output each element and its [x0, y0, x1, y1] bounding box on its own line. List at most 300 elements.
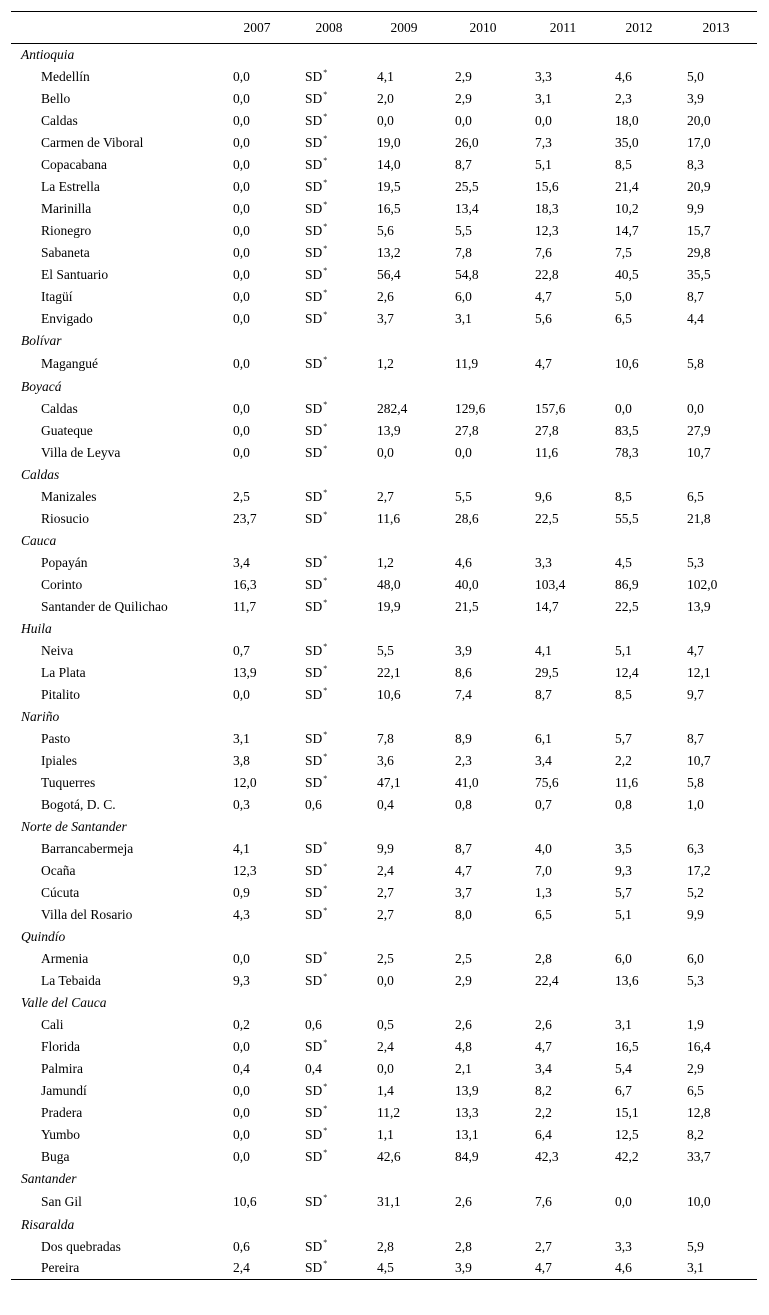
cell-2011 [523, 242, 603, 264]
cell-value: 3,4 [535, 1060, 552, 1076]
cell-2008 [293, 882, 365, 904]
cell-value: 3,1 [615, 1016, 632, 1032]
cell-2013 [675, 904, 757, 926]
department-name: Antioquia [21, 46, 75, 62]
group-row [11, 376, 757, 398]
cell-2012 [603, 1190, 675, 1214]
cell-value: 0,7 [233, 642, 250, 658]
cell-value: 22,5 [535, 510, 559, 526]
cell-2007 [221, 198, 293, 220]
table-row [11, 1236, 757, 1258]
cell-2009 [365, 1146, 443, 1168]
cell-2009 [365, 1236, 443, 1258]
data-table [11, 11, 757, 1280]
cell-2012 [603, 1014, 675, 1036]
cell-2012 [603, 640, 675, 662]
cell-2009 [365, 882, 443, 904]
cell-value: 8,7 [687, 730, 704, 746]
cell-2007 [221, 728, 293, 750]
cell-value: 2,6 [377, 288, 394, 304]
cell-2011 [523, 1124, 603, 1146]
cell-2007 [221, 596, 293, 618]
header-year-2010: 2010 [469, 19, 497, 35]
cell-value: 2,9 [455, 68, 472, 84]
cell-2009 [365, 264, 443, 286]
cell-2008 [293, 794, 365, 816]
cell-2011 [523, 1058, 603, 1080]
cell-2007 [221, 948, 293, 970]
table-row [11, 970, 757, 992]
municipality-name: Caldas [41, 112, 78, 128]
cell-2011 [523, 684, 603, 706]
table-row [11, 662, 757, 684]
cell-2008 [293, 574, 365, 596]
cell-2007 [221, 904, 293, 926]
group-row [11, 330, 757, 352]
cell-value: 16,3 [233, 576, 257, 592]
cell-2009 [365, 1014, 443, 1036]
cell-value: SD [305, 1104, 323, 1120]
cell-value: 9,3 [615, 862, 632, 878]
cell-2013 [675, 1236, 757, 1258]
cell-value: 0,5 [377, 1016, 394, 1032]
cell-2007 [221, 88, 293, 110]
cell-2011 [523, 220, 603, 242]
cell-2008 [293, 1146, 365, 1168]
cell-2012 [603, 750, 675, 772]
footnote-mark: * [323, 575, 328, 585]
cell-2008 [293, 132, 365, 154]
table-row [11, 596, 757, 618]
municipality-name: Villa de Leyva [41, 444, 121, 460]
cell-2009 [365, 970, 443, 992]
cell-value: 9,9 [687, 906, 704, 922]
cell-value: 15,7 [687, 222, 711, 238]
cell-value: 5,6 [377, 222, 394, 238]
cell-value: 21,8 [687, 510, 711, 526]
cell-2010 [443, 420, 523, 442]
cell-2012 [603, 1036, 675, 1058]
cell-value: SD [305, 288, 323, 304]
cell-value: 2,0 [377, 90, 394, 106]
cell-2008 [293, 308, 365, 330]
municipality-name: Barrancabermeja [41, 840, 134, 856]
cell-2010 [443, 198, 523, 220]
cell-value: 5,1 [535, 156, 552, 172]
cell-value: 5,0 [615, 288, 632, 304]
cell-value: 13,2 [377, 244, 401, 260]
header-year-2011: 2011 [549, 19, 577, 35]
cell-2013 [675, 110, 757, 132]
cell-value: 6,5 [687, 1082, 704, 1098]
footnote-mark: * [323, 1081, 328, 1091]
municipality-name: Yumbo [41, 1126, 81, 1142]
cell-2010 [443, 1058, 523, 1080]
cell-2011 [523, 552, 603, 574]
cell-value: 8,5 [615, 156, 632, 172]
table-row [11, 110, 757, 132]
cell-2012 [603, 838, 675, 860]
footnote-mark: * [323, 309, 328, 319]
cell-value: 78,3 [615, 444, 639, 460]
department-name: Norte de Santander [21, 818, 127, 834]
cell-2010 [443, 684, 523, 706]
municipality-name: Itagüí [41, 288, 73, 304]
cell-value: 0,7 [535, 796, 552, 812]
cell-value: SD [305, 266, 323, 282]
cell-2009 [365, 1036, 443, 1058]
cell-value: SD [305, 1082, 323, 1098]
cell-2010 [443, 596, 523, 618]
cell-2011 [523, 66, 603, 88]
cell-value: 3,1 [535, 90, 552, 106]
cell-2013 [675, 552, 757, 574]
cell-2007 [221, 1190, 293, 1214]
cell-value: 18,3 [535, 200, 559, 216]
cell-2010 [443, 1236, 523, 1258]
cell-2008 [293, 640, 365, 662]
cell-2010 [443, 110, 523, 132]
cell-value: SD [305, 862, 323, 878]
cell-value: SD [305, 752, 323, 768]
municipality-name: Rionegro [41, 222, 92, 238]
cell-value: 0,0 [233, 444, 250, 460]
cell-value: 1,3 [535, 884, 552, 900]
cell-value: SD [305, 200, 323, 216]
cell-value: 8,0 [455, 906, 472, 922]
cell-2010 [443, 750, 523, 772]
cell-value: 0,6 [233, 1238, 250, 1254]
footnote-mark: * [323, 487, 328, 497]
cell-2013 [675, 772, 757, 794]
cell-value: 2,2 [535, 1104, 552, 1120]
cell-value: 10,2 [615, 200, 639, 216]
cell-2013 [675, 684, 757, 706]
cell-value: 3,7 [377, 310, 394, 326]
cell-2009 [365, 1058, 443, 1080]
footnote-mark: * [323, 199, 328, 209]
cell-value: 0,3 [233, 796, 250, 812]
cell-2007 [221, 508, 293, 530]
cell-2012 [603, 264, 675, 286]
cell-value: 6,0 [455, 288, 472, 304]
cell-value: SD [305, 68, 323, 84]
cell-2008 [293, 508, 365, 530]
cell-value: 0,0 [615, 400, 632, 416]
cell-2008 [293, 1190, 365, 1214]
cell-value: 7,3 [535, 134, 552, 150]
table-row [11, 1124, 757, 1146]
municipality-name: Cali [41, 1016, 64, 1032]
cell-2012 [603, 574, 675, 596]
cell-value: 1,9 [687, 1016, 704, 1032]
cell-value: 10,7 [687, 752, 711, 768]
cell-2008 [293, 352, 365, 376]
table-row [11, 154, 757, 176]
municipality-name: Neiva [41, 642, 74, 658]
cell-2011 [523, 574, 603, 596]
municipality-name: San Gil [41, 1193, 82, 1209]
cell-2007 [221, 662, 293, 684]
cell-value: 3,3 [615, 1238, 632, 1254]
cell-value: 0,0 [233, 266, 250, 282]
cell-value: 4,4 [687, 310, 704, 326]
cell-value: 10,7 [687, 444, 711, 460]
cell-2007 [221, 220, 293, 242]
cell-2012 [603, 398, 675, 420]
cell-2008 [293, 154, 365, 176]
cell-2008 [293, 1058, 365, 1080]
cell-value: 10,0 [687, 1193, 711, 1209]
department-name: Valle del Cauca [21, 994, 107, 1010]
cell-2007 [221, 486, 293, 508]
cell-2012 [603, 552, 675, 574]
cell-2010 [443, 154, 523, 176]
cell-2012 [603, 1258, 675, 1280]
cell-value: SD [305, 686, 323, 702]
cell-value: SD [305, 400, 323, 416]
cell-2008 [293, 662, 365, 684]
cell-value: 2,1 [455, 1060, 472, 1076]
cell-2011 [523, 948, 603, 970]
table-body [11, 44, 757, 1280]
cell-2012 [603, 508, 675, 530]
cell-value: 5,1 [615, 906, 632, 922]
cell-value: 40,0 [455, 576, 479, 592]
cell-value: SD [305, 422, 323, 438]
cell-value: SD [305, 1038, 323, 1054]
table-row [11, 442, 757, 464]
cell-2009 [365, 684, 443, 706]
cell-value: 18,0 [615, 112, 639, 128]
cell-2009 [365, 66, 443, 88]
cell-2008 [293, 904, 365, 926]
cell-value: 5,7 [615, 730, 632, 746]
cell-value: 0,6 [305, 796, 322, 812]
table-row [11, 860, 757, 882]
cell-value: 2,5 [377, 950, 394, 966]
cell-2011 [523, 508, 603, 530]
cell-value: 4,8 [455, 1038, 472, 1054]
cell-2008 [293, 220, 365, 242]
cell-value: 8,7 [535, 686, 552, 702]
cell-value: 2,9 [455, 972, 472, 988]
cell-value: 7,8 [455, 244, 472, 260]
cell-2007 [221, 970, 293, 992]
department-name: Cauca [21, 532, 57, 548]
cell-2010 [443, 308, 523, 330]
cell-2009 [365, 442, 443, 464]
municipality-name: Pereira [41, 1260, 80, 1276]
cell-value: 1,0 [687, 796, 704, 812]
cell-value: 19,9 [377, 598, 401, 614]
cell-value: 0,0 [233, 310, 250, 326]
cell-2009 [365, 860, 443, 882]
cell-value: 6,0 [687, 950, 704, 966]
cell-2008 [293, 684, 365, 706]
cell-2012 [603, 1058, 675, 1080]
cell-value: SD [305, 906, 323, 922]
cell-value: 5,9 [687, 1238, 704, 1254]
cell-value: 11,6 [615, 774, 639, 790]
cell-value: 15,1 [615, 1104, 639, 1120]
cell-value: 3,3 [535, 68, 552, 84]
cell-2008 [293, 486, 365, 508]
cell-value: 21,4 [615, 178, 639, 194]
cell-2009 [365, 662, 443, 684]
cell-2013 [675, 948, 757, 970]
cell-value: 28,6 [455, 510, 479, 526]
table-row [11, 1146, 757, 1168]
cell-2007 [221, 794, 293, 816]
cell-2009 [365, 1124, 443, 1146]
cell-2012 [603, 1124, 675, 1146]
cell-value: SD [305, 884, 323, 900]
cell-value: SD [305, 1238, 323, 1254]
cell-2007 [221, 420, 293, 442]
cell-2011 [523, 1102, 603, 1124]
cell-2008 [293, 1124, 365, 1146]
cell-2007 [221, 772, 293, 794]
cell-value: 22,5 [615, 598, 639, 614]
cell-value: 282,4 [377, 400, 408, 416]
cell-value: 42,3 [535, 1148, 559, 1164]
cell-2009 [365, 904, 443, 926]
cell-2012 [603, 728, 675, 750]
cell-value: 0,0 [233, 1038, 250, 1054]
cell-2007 [221, 1080, 293, 1102]
cell-2010 [443, 442, 523, 464]
cell-value: 8,9 [455, 730, 472, 746]
cell-2010 [443, 132, 523, 154]
cell-value: SD [305, 840, 323, 856]
cell-value: 3,3 [535, 554, 552, 570]
cell-value: SD [305, 355, 323, 371]
cell-value: 6,4 [535, 1126, 552, 1142]
cell-2008 [293, 772, 365, 794]
cell-2009 [365, 794, 443, 816]
cell-2010 [443, 220, 523, 242]
cell-2011 [523, 286, 603, 308]
table-row [11, 640, 757, 662]
cell-2009 [365, 88, 443, 110]
municipality-name: Florida [41, 1038, 80, 1054]
cell-value: 4,6 [615, 68, 632, 84]
cell-value: 8,2 [535, 1082, 552, 1098]
cell-2008 [293, 750, 365, 772]
cell-2012 [603, 132, 675, 154]
cell-value: 0,0 [233, 90, 250, 106]
cell-2007 [221, 1014, 293, 1036]
cell-value: SD [305, 178, 323, 194]
cell-2010 [443, 1190, 523, 1214]
cell-value: 1,2 [377, 554, 394, 570]
cell-value: 11,6 [535, 444, 559, 460]
cell-2012 [603, 662, 675, 684]
footnote-mark: * [323, 1037, 328, 1047]
cell-value: 3,7 [455, 884, 472, 900]
table-row [11, 308, 757, 330]
cell-2009 [365, 176, 443, 198]
cell-2007 [221, 154, 293, 176]
cell-2011 [523, 728, 603, 750]
cell-2013 [675, 154, 757, 176]
cell-2008 [293, 970, 365, 992]
footnote-mark: * [323, 399, 328, 409]
cell-value: SD [305, 642, 323, 658]
cell-value: 7,0 [535, 862, 552, 878]
cell-2010 [443, 486, 523, 508]
cell-2007 [221, 398, 293, 420]
cell-2009 [365, 1190, 443, 1214]
table-row [11, 66, 757, 88]
table-row [11, 1058, 757, 1080]
table-row [11, 1014, 757, 1036]
table-row [11, 398, 757, 420]
municipality-name: Medellín [41, 68, 90, 84]
cell-value: 42,6 [377, 1148, 401, 1164]
cell-2011 [523, 308, 603, 330]
cell-2007 [221, 110, 293, 132]
cell-2013 [675, 1080, 757, 1102]
cell-2008 [293, 66, 365, 88]
cell-value: 0,0 [233, 200, 250, 216]
cell-2011 [523, 442, 603, 464]
cell-2010 [443, 1080, 523, 1102]
cell-2012 [603, 486, 675, 508]
cell-2011 [523, 1146, 603, 1168]
cell-2013 [675, 308, 757, 330]
cell-value: 7,6 [535, 1193, 552, 1209]
cell-value: 0,0 [615, 1193, 632, 1209]
cell-value: 5,2 [687, 884, 704, 900]
cell-2007 [221, 684, 293, 706]
table-row [11, 242, 757, 264]
footnote-mark: * [323, 553, 328, 563]
cell-2009 [365, 398, 443, 420]
cell-value: 4,0 [535, 840, 552, 856]
cell-value: 2,6 [455, 1016, 472, 1032]
municipality-name: Armenia [41, 950, 89, 966]
cell-2008 [293, 398, 365, 420]
cell-value: 4,1 [377, 68, 394, 84]
cell-value: 8,3 [687, 156, 704, 172]
cell-2012 [603, 1146, 675, 1168]
cell-2012 [603, 242, 675, 264]
cell-2007 [221, 860, 293, 882]
cell-value: 2,7 [535, 1238, 552, 1254]
cell-value: 15,6 [535, 178, 559, 194]
cell-value: 2,8 [535, 950, 552, 966]
municipality-name: Pitalito [41, 686, 81, 702]
cell-2007 [221, 552, 293, 574]
cell-2012 [603, 442, 675, 464]
cell-2011 [523, 882, 603, 904]
footnote-mark: * [323, 177, 328, 187]
cell-value: 0,8 [615, 796, 632, 812]
cell-value: 84,9 [455, 1148, 479, 1164]
footnote-mark: * [323, 1237, 328, 1247]
cell-2007 [221, 1258, 293, 1280]
cell-value: 42,2 [615, 1148, 639, 1164]
municipality-name: Corinto [41, 576, 83, 592]
cell-2012 [603, 970, 675, 992]
cell-value: 0,4 [377, 796, 394, 812]
cell-2012 [603, 904, 675, 926]
cell-value: 10,6 [615, 355, 639, 371]
cell-value: 12,4 [615, 664, 639, 680]
cell-2013 [675, 242, 757, 264]
